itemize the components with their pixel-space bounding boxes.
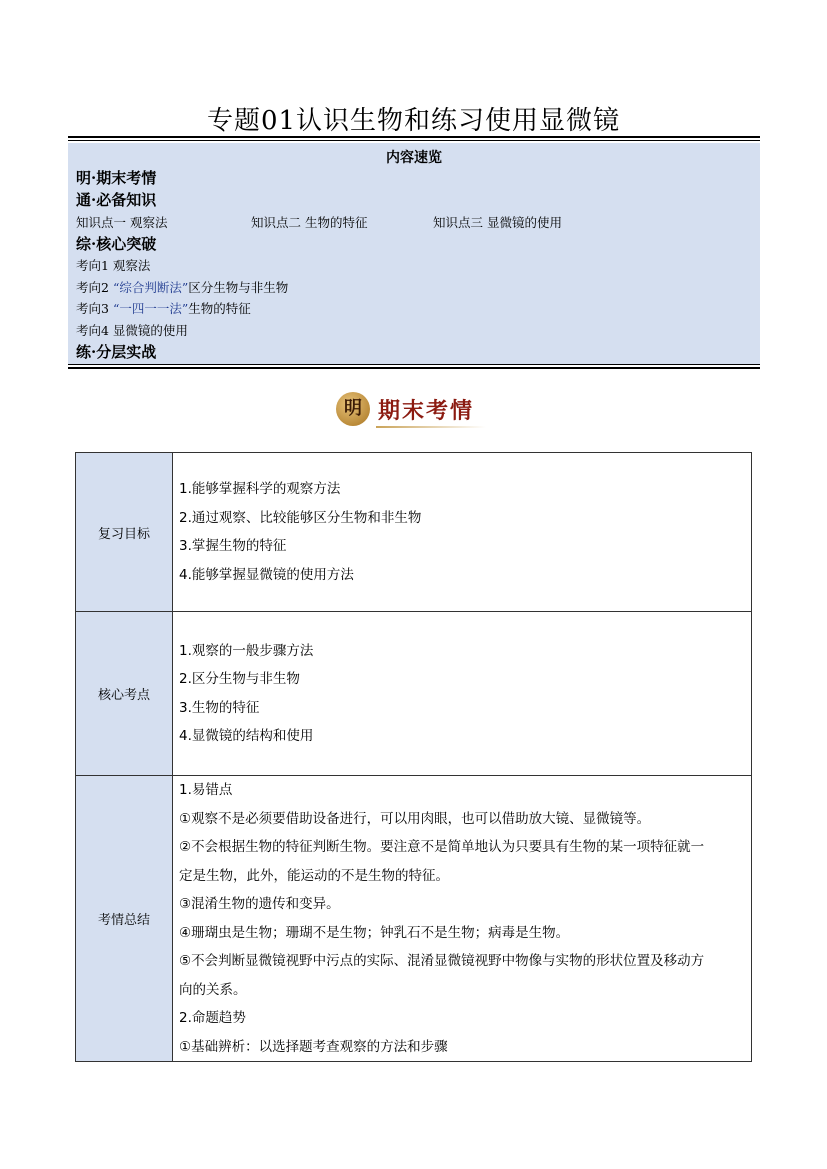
list-item: ③混淆生物的遗传和变异。 [179,896,340,912]
contents-rule-thin [68,364,760,365]
row-content-review-goals [173,453,752,612]
list-item: 4.能够掌握显微镜的使用方法 [179,566,354,583]
list-item: 4.显微镜的结构和使用 [179,728,314,744]
list-item: 2.通过观察、比较能够区分生物和非生物 [179,509,422,526]
knowledge-point-2: 知识点二 生物的特征 [251,215,368,230]
list-item: ①观察不是必须要借助设备进行，可以用肉眼，也可以借助放大镜、显微镜等。 [179,810,651,827]
direction-2-prefix: 考向2 [76,280,113,295]
exam-overview-table [75,452,752,1062]
direction-3 [76,299,251,317]
list-item: 1.易错点 [179,782,233,798]
direction-1: 考向1 观察法 [76,258,151,273]
direction-2-highlight: “综合判断法” [112,280,189,295]
direction-3-prefix: 考向3 [76,301,113,316]
row-content-exam-summary [173,776,752,1062]
list-item: 3.掌握生物的特征 [179,538,287,554]
list-item: ②不会根据生物的特征判断生物。要注意不是简单地认为只要具有生物的某一项特征就一 [179,839,705,855]
table-row [76,612,752,776]
direction-3-highlight: “一四一一法” [112,301,189,316]
contents-overview [68,143,760,364]
section-1: 明·期末考情 [76,169,157,187]
list-item: ④珊瑚虫是生物；珊瑚不是生物；钟乳石不是生物；病毒是生物。 [179,924,570,941]
list-item: 1.能够掌握科学的观察方法 [179,481,341,497]
banner-title: 期末考情 [378,398,475,424]
direction-4: 考向4 显微镜的使用 [76,323,188,338]
direction-2 [76,278,288,296]
list-item: 3.生物的特征 [179,699,260,716]
title-rule [68,136,760,138]
section-4: 练·分层实战 [76,343,157,361]
row-content-core-points [173,612,752,776]
list-item: 2.区分生物与非生物 [179,671,300,687]
section-3: 综·核心突破 [76,235,157,253]
contents-rule [68,367,760,369]
list-item: ⑤不会判断显微镜视野中污点的实际、混淆显微镜视野中物像与实物的形状位置及移动方 [179,953,705,969]
row-label-exam-summary: 考情总结 [76,776,173,1062]
page-title: 专题01认识生物和练习使用显微镜 [206,106,621,136]
knowledge-point-3: 知识点三 显微镜的使用 [433,215,562,230]
contents-heading: 内容速览 [386,150,442,166]
direction-3-suffix: 生物的特征 [188,301,251,316]
title-rule-thin [68,140,760,141]
section-banner-logo [336,388,496,434]
table-row [76,453,752,612]
list-item: 2.命题趋势 [179,1010,246,1026]
banner-underline [376,426,486,428]
list-item: ①基础辨析：以选择题考查观察的方法和步骤 [179,1038,448,1055]
list-item: 1.观察的一般步骤方法 [179,642,314,659]
table-row [76,776,752,1062]
list-item: 向的关系。 [179,981,247,998]
row-label-core-points: 核心考点 [76,612,173,776]
list-item: 定是生物，此外，能运动的不是生物的特征。 [179,867,449,884]
banner-seal-icon: 明 [336,392,370,426]
direction-2-suffix: 区分生物与非生物 [188,280,289,295]
row-label-review-goals: 复习目标 [76,453,173,612]
section-2: 通·必备知识 [76,191,157,209]
knowledge-point-1: 知识点一 观察法 [76,215,168,230]
